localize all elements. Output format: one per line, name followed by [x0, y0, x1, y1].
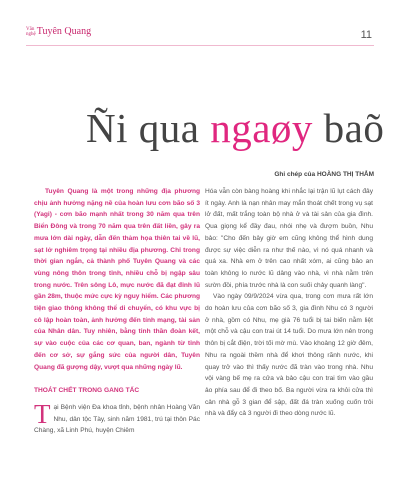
masthead-small-text [26, 27, 36, 37]
masthead-word-nghe: nghệ [26, 32, 36, 37]
title-part-3: baõ [312, 105, 385, 151]
drop-cap-letter: T [34, 398, 51, 429]
page-number: 11 [360, 29, 372, 41]
body-paragraph-3: Vào ngày 09/9/2024 vừa qua, trong cơn mưa rất lớn do hoàn lưu của cơn bão số 3, gia đình Nhu có 3 người ở nhà, gồm có Nhu, mẹ già 76 tuổi bị tai biến nằm liệt một chỗ và cậu con trai út 14 tuổi. Do mưa lớn nên trong thôn bị cắt điện, trời tối mờ mù. Vào khoảng 12 giờ đêm, Nhu ra ngoài thềm nhà để khơi thông rãnh nước, khi quay trở vào thì thấy nước đã tràn vào trong nhà. Nhu vội vàng bế mẹ ra cửa và bảo cậu con trai tìm vào gầu ảo phía sau để đi theo bố. Ba người vừa ra khỏi cửa thì cản nhà gỗ 3 gian để sập, đất đá tràn xuống cuốn trôi nhà và đẩy cả 3 người đi theo dòng nước lũ. [205, 293, 373, 418]
title-part-2-highlight: ngaøy [210, 105, 313, 151]
left-column [34, 186, 200, 437]
body-paragraph-1-text: ại Bệnh viện Đa khoa tỉnh, bệnh nhân Hoàng Văn Nhu, dân tộc Tày, sinh năm 1981, trú tại thôn Pác Chàng, xã Linh Phú, huyện Chiêm [34, 403, 200, 435]
masthead-title: Tuyên Quang [36, 26, 92, 37]
magazine-masthead [26, 27, 91, 37]
masthead-word-van: Văn [26, 27, 35, 32]
section-subhead: THOÁT CHẾT TRONG GANG TẤC [34, 387, 140, 395]
body-paragraph-1 [34, 398, 200, 437]
article-title [86, 104, 384, 152]
right-column [205, 186, 373, 420]
title-part-1: Ñi qua [86, 105, 211, 151]
header-divider [26, 45, 374, 46]
lead-paragraph: Tuyên Quang là một trong những địa phương chịu ảnh hưởng nặng nề của hoàn lưu cơn bão số 3 (Yagi) - cơn bão mạnh nhất trong 30 năm qua trên Biển Đông và trong 70 năm qua trên đất liền, gây ra mưa lớn dài ngày, dẫn đến thảm họa thiên tai về lũ, sạt lở nghiêm trọng tại nhiều địa phương. Chỉ trong thời gian ngắn, cả thành phố Tuyên Quang và các vùng nông thôn trong tỉnh, nhiều chỗ bị ngập sâu trong nước. Trên sông Lô, mực nước đã đạt đỉnh lũ gần 28m, thuộc mức cực kỳ nguy hiểm. Các phương tiện giao thông không thể di chuyển, có khu vực bị cô lập hoàn toàn, ảnh hưởng đến tính mạng, tài sản của Nhân dân. Tuy nhiên, bằng tinh thần đoàn kết, sự vào cuộc của các cơ quan, ban, ngành từ tỉnh đến cơ sở, sự gắng sức của người dân, Tuyên Quang đã gượng dậy, vượt qua những ngày lũ. [34, 188, 200, 371]
body-paragraph-2: Hóa vẫn còn bàng hoàng khi nhắc lại trận lũ lụt cách đây ít ngày. Anh là nạn nhân may mắn thoát chết trong vụ sạt lở đất, mất trắng toàn bộ nhà ở và tài sản của gia đình. Qua giọng kể đầy đau, nhói nhẹ và đượm buồn, Nhu bảo: "Cho đến bây giờ em cũng không thể hình dung được sự việc diễn ra như thế nào, vì nó quá nhanh và quá xa. Nhà em ở trên cao nhất xóm, ai cũng bảo an toàn không lo nước lũ dâng vào nhà, vì nhà nằm trên sườn đồi, phía trước nhà là con suối chảy quanh làng". [205, 188, 373, 289]
article-byline: Ghi chép của HOÀNG THỊ THẮM [274, 171, 374, 178]
